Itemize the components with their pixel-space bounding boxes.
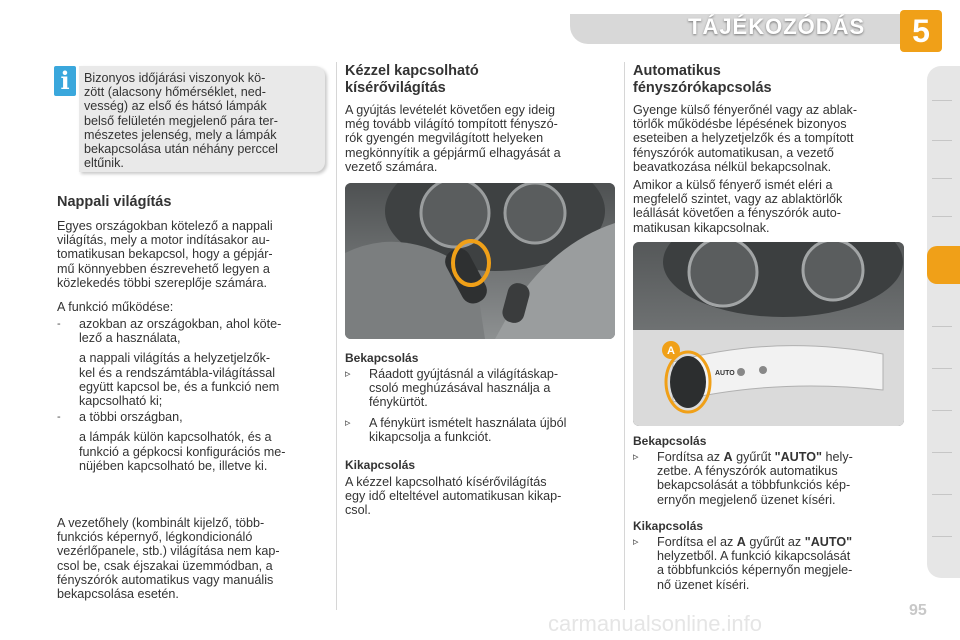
lighting-stalk-photo bbox=[345, 183, 615, 339]
text-line: lező a használata, bbox=[79, 331, 181, 346]
ring-label: A bbox=[736, 535, 746, 549]
chapter-tab-divider bbox=[932, 100, 952, 101]
text-line: kapcsolható ki; bbox=[79, 394, 163, 409]
text-line: Ráadott gyújtásnál a világításkap- bbox=[369, 367, 559, 381]
list-item bbox=[345, 416, 615, 444]
info-line: bekapcsolása után néhány perccel bbox=[84, 142, 278, 157]
text-line: azokban az országokban, ahol köte- bbox=[79, 317, 282, 331]
text-line: ernyőn megjelenő üzenet kíséri. bbox=[657, 492, 836, 507]
text-line: egy idő elteltével automatikusan kikap- bbox=[345, 489, 562, 504]
text-span: hely- bbox=[822, 450, 853, 464]
text-line: A kézzel kapcsolható kísérővilágítás bbox=[345, 475, 547, 489]
text-line: funkciós képernyő, légkondicionáló bbox=[57, 530, 253, 545]
text-line: rók gyengén megvilágított helyeken bbox=[345, 131, 544, 146]
bullet-arrow-icon: ▹ bbox=[345, 368, 351, 380]
dash-marker: - bbox=[57, 411, 61, 424]
auto-off-heading: Kikapcsolás bbox=[633, 519, 704, 533]
text-line: közlekedés többi szereplője számára. bbox=[57, 275, 268, 290]
column-divider bbox=[336, 62, 337, 610]
text-line: a nappali világítás a helyzetjelzők- bbox=[79, 351, 271, 366]
daytime-lights-heading: Nappali világítás bbox=[57, 194, 172, 210]
info-line: vesség) az első és hátsó lámpák bbox=[84, 99, 267, 114]
text-line: helyzetből. A funkció kikapcsolását bbox=[657, 549, 851, 564]
chapter-number: 5 bbox=[900, 10, 942, 52]
text-line: fényszórók automatikus vagy manuális bbox=[57, 572, 274, 587]
text-line: vezérlőpanele, stb.) világítása nem kap- bbox=[57, 544, 280, 559]
text-span: gyűrűt bbox=[732, 450, 775, 464]
text-line: törlők működésbe lépésének bizonyos bbox=[633, 117, 847, 132]
info-text bbox=[84, 71, 321, 170]
text-span: gyűrűt az bbox=[745, 535, 805, 549]
text-line: megfelelő szintet, vagy az ablaktörlők bbox=[633, 192, 843, 207]
bullet-arrow-icon: ▹ bbox=[345, 416, 351, 429]
auto-headlights-intro bbox=[633, 103, 905, 174]
list-item bbox=[633, 450, 905, 507]
text-line: vezető számára. bbox=[345, 159, 438, 174]
text-line: mű könnyebben észrevehető legyen a bbox=[57, 261, 270, 276]
text-line: a többfunkciós képernyőn megjele- bbox=[657, 563, 853, 578]
watermark: carmanualsonline.info bbox=[548, 611, 763, 636]
text-line: leállását követően a fényszórók auto- bbox=[633, 206, 841, 221]
text-line: fénykürtöt. bbox=[369, 395, 428, 410]
chapter-tab-divider bbox=[932, 216, 952, 217]
bullet-arrow-icon: ▹ bbox=[633, 536, 639, 548]
text-line: A gyújtás levételét követően egy ideig bbox=[345, 103, 556, 117]
text-line bbox=[657, 450, 905, 464]
list-item bbox=[345, 367, 615, 410]
text-line: a lámpák külön kapcsolhatók, és a bbox=[79, 430, 272, 445]
text-line: Gyenge külső fényerőnél vagy az ablak- bbox=[633, 103, 858, 117]
text-line: tomatikusan bekapcsol, hogy a gépjár- bbox=[57, 247, 273, 262]
info-line: eltűnik. bbox=[84, 156, 124, 171]
chapter-tab-divider bbox=[932, 140, 952, 141]
text-line: A vezetőhely (kombinált kijelző, több- bbox=[57, 516, 265, 530]
info-line: Bizonyos időjárási viszonyok kö- bbox=[84, 71, 266, 85]
text-span: Fordítsa az bbox=[657, 450, 724, 464]
list-item bbox=[57, 351, 327, 408]
lighting-stalk-illustration bbox=[345, 183, 615, 339]
column-divider bbox=[624, 62, 625, 610]
on-heading: Bekapcsolás bbox=[345, 351, 419, 365]
text-line: nő üzenet kíséri. bbox=[657, 577, 750, 592]
chapter-tab-divider bbox=[932, 452, 952, 453]
text-line: csol. bbox=[345, 503, 371, 518]
heading-line: Automatikus bbox=[633, 63, 721, 79]
auto-label: AUTO bbox=[715, 370, 735, 377]
chapter-tab-rail bbox=[927, 66, 960, 578]
text-line: eseteiben a helyzetjelzők és a tompított bbox=[633, 131, 854, 146]
text-line: világítás, mely a motor indításakor au- bbox=[57, 233, 270, 248]
text-line: bekapcsolását a többfunkciós kép- bbox=[657, 478, 851, 493]
chapter-tab-divider bbox=[932, 178, 952, 179]
list-item bbox=[57, 410, 327, 424]
chapter-tab-divider bbox=[932, 368, 952, 369]
daytime-lights-intro bbox=[57, 219, 327, 290]
text-line: nüjében kapcsolható be, illetve ki. bbox=[79, 458, 268, 473]
text-line: kikapcsolja a funkciót. bbox=[369, 429, 492, 444]
heading-line: fényszórókapcsolás bbox=[633, 80, 772, 96]
auto-mode-label: "AUTO" bbox=[774, 450, 823, 464]
guide-me-home-heading bbox=[345, 63, 479, 97]
text-line: kel és a rendszámtábla-világítással bbox=[79, 365, 275, 380]
text-line: bekapcsolása esetén. bbox=[57, 587, 179, 602]
guide-me-home-intro bbox=[345, 103, 615, 174]
auto-on-list bbox=[633, 450, 905, 507]
off-text bbox=[345, 475, 615, 518]
text-line: zetbe. A fényszórók automatikus bbox=[657, 464, 838, 479]
auto-ring-photo bbox=[633, 242, 904, 426]
callout-label: A bbox=[667, 345, 675, 357]
info-line: belső felületén megjelenő pára ter- bbox=[84, 113, 278, 128]
country-list bbox=[57, 317, 327, 473]
on-list bbox=[345, 367, 615, 444]
text-line: együtt kapcsol be, és a funkció nem bbox=[79, 379, 280, 394]
bullet-arrow-icon: ▹ bbox=[633, 451, 639, 463]
auto-ring-illustration bbox=[633, 242, 904, 426]
chapter-tab-divider bbox=[932, 536, 952, 537]
text-line: Amikor a külső fényerő ismét eléri a bbox=[633, 178, 833, 192]
text-line: beavatkozása nélkül bekapcsolnak. bbox=[633, 159, 832, 174]
ring-label: A bbox=[723, 450, 733, 464]
auto-on-heading: Bekapcsolás bbox=[633, 434, 707, 448]
text-line: Egyes országokban kötelező a nappali bbox=[57, 219, 273, 233]
off-heading: Kikapcsolás bbox=[345, 458, 416, 472]
heading-line: Kézzel kapcsolható bbox=[345, 63, 479, 79]
page-number: 95 bbox=[909, 602, 927, 619]
auto-headlights-off-desc bbox=[633, 178, 905, 235]
chapter-tab-divider bbox=[932, 494, 952, 495]
chapter-tab-divider bbox=[932, 410, 952, 411]
text-line: matikusan kikapcsolnak. bbox=[633, 220, 770, 235]
text-span: Fordítsa el az bbox=[657, 535, 737, 549]
info-icon: i bbox=[54, 66, 76, 96]
text-line: csoló meghúzásával használja a bbox=[369, 381, 551, 396]
auto-off-list bbox=[633, 535, 905, 592]
chapter-tab-active[interactable] bbox=[927, 246, 960, 284]
chapter-tab-divider bbox=[932, 326, 952, 327]
info-line: zött (alacsony hőmérséklet, ned- bbox=[84, 85, 266, 100]
text-line: csol be, csak éjszakai üzemmódban, a bbox=[57, 558, 273, 573]
list-item bbox=[57, 317, 327, 345]
text-line: a többi országban, bbox=[79, 410, 183, 425]
list-item bbox=[633, 535, 905, 592]
dash-marker: - bbox=[57, 318, 61, 330]
text-line: még tovább világító tompított fényszó- bbox=[345, 117, 558, 132]
text-line bbox=[657, 535, 905, 549]
text-line: megkönnyítik a gépjármű elhagyását a bbox=[345, 145, 561, 160]
auto-headlights-heading bbox=[633, 63, 772, 97]
heading-line: kísérővilágítás bbox=[345, 80, 446, 96]
info-line: mészetes jelenség, mely a lámpák bbox=[84, 127, 277, 142]
dashboard-lighting-text bbox=[57, 516, 327, 601]
page-title: TÁJÉKOZÓDÁS bbox=[688, 14, 866, 39]
function-operation-label: A funkció működése: bbox=[57, 300, 174, 314]
auto-mode-label: "AUTO" bbox=[804, 535, 853, 549]
text-line: funkció a gépkocsi konfigurációs me- bbox=[79, 444, 286, 459]
text-line: A fénykürt ismételt használata újból bbox=[369, 415, 567, 430]
list-item bbox=[57, 430, 327, 473]
text-line: fényszórók automatikusan, a vezető bbox=[633, 145, 834, 160]
